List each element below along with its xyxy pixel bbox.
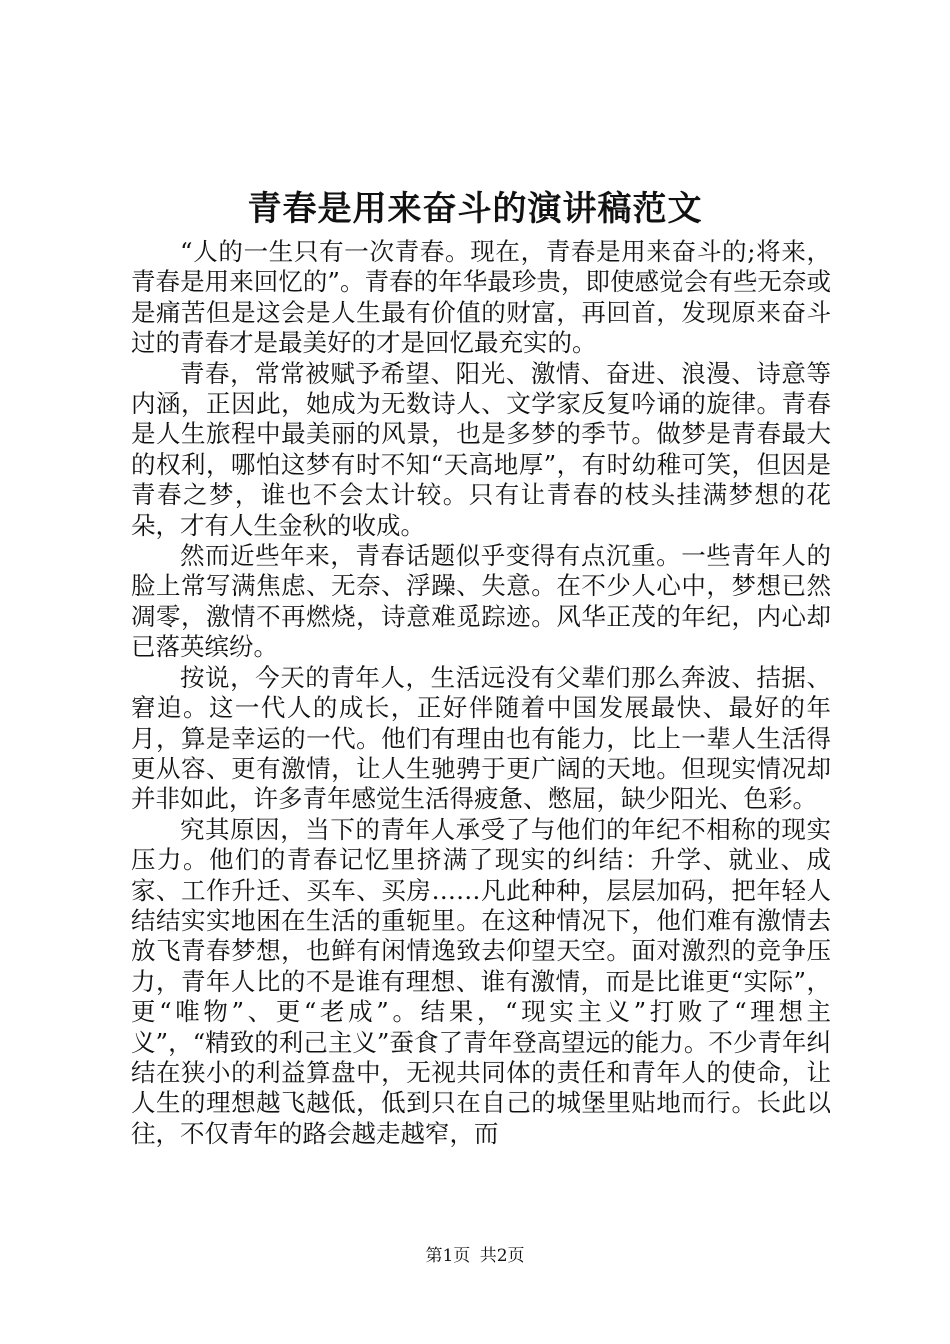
document-body (131, 237, 831, 1149)
paragraph: 青春，常常被赋予希望、阳光、激情、奋进、浪漫、诗意等内涵，正因此，她成为无数诗人、文学家反复吟诵的旋律。青春是人生旅程中最美丽的风景，也是多梦的季节。做梦是青春最大的权利，哪怕这梦有时不知“天高地厚”，有时幼稚可笑，但因是青春之梦，谁也不会太计较。只有让青春的枝头挂满梦想的花朵，才有人生金秋的收成。 (131, 358, 831, 540)
page-total: 共2页 (479, 1246, 525, 1266)
paragraph: 按说，今天的青年人，生活远没有父辈们那么奔波、拮据、窘迫。这一代人的成长，正好伴随着中国发展最快、最好的年月，算是幸运的一代。他们有理由也有能力，比上一辈人生活得更从容、更有激情，让人生驰骋于更广阔的天地。但现实情况却并非如此，许多青年感觉生活得疲惫、憋屈，缺少阳光、色彩。 (131, 662, 831, 814)
page-number: 第1页 (425, 1246, 471, 1266)
paragraph: 然而近些年来，青春话题似乎变得有点沉重。一些青年人的脸上常写满焦虑、无奈、浮躁、失意。在不少人心中，梦想已然凋零，激情不再燃烧，诗意难觅踪迹。风华正茂的年纪，内心却已落英缤纷。 (131, 541, 831, 662)
document-title: 青春是用来奋斗的演讲稿范文 (247, 189, 703, 229)
paragraph: 究其原因，当下的青年人承受了与他们的年纪不相称的现实压力。他们的青春记忆里挤满了现实的纠结：升学、就业、成家、工作升迁、买车、买房……凡此种种，层层加码，把年轻人结结实实地困在生活的重轭里。在这种情况下，他们难有激情去放飞青春梦想，也鲜有闲情逸致去仰望天空。面对激烈的竞争压力，青年人比的不是谁有理想、谁有激情，而是比谁更“实际”，更“唯物”、更“老成”。结果，“现实主义”打败了“理想主义”，“精致的利己主义”蚕食了青年登高望远的能力。不少青年纠结在狭小的利益算盘中，无视共同体的责任和青年人的使命，让人生的理想越飞越低，低到只在自己的城堡里贴地而行。长此以往，不仅青年的路会越走越窄，而 (131, 814, 831, 1148)
page-footer (0, 1244, 950, 1268)
paragraph: “人的一生只有一次青春。现在，青春是用来奋斗的;将来，青春是用来回忆的”。青春的年华最珍贵，即使感觉会有些无奈或是痛苦但是这会是人生最有价值的财富，再回首，发现原来奋斗过的青春才是最美好的才是回忆最充实的。 (131, 237, 831, 358)
